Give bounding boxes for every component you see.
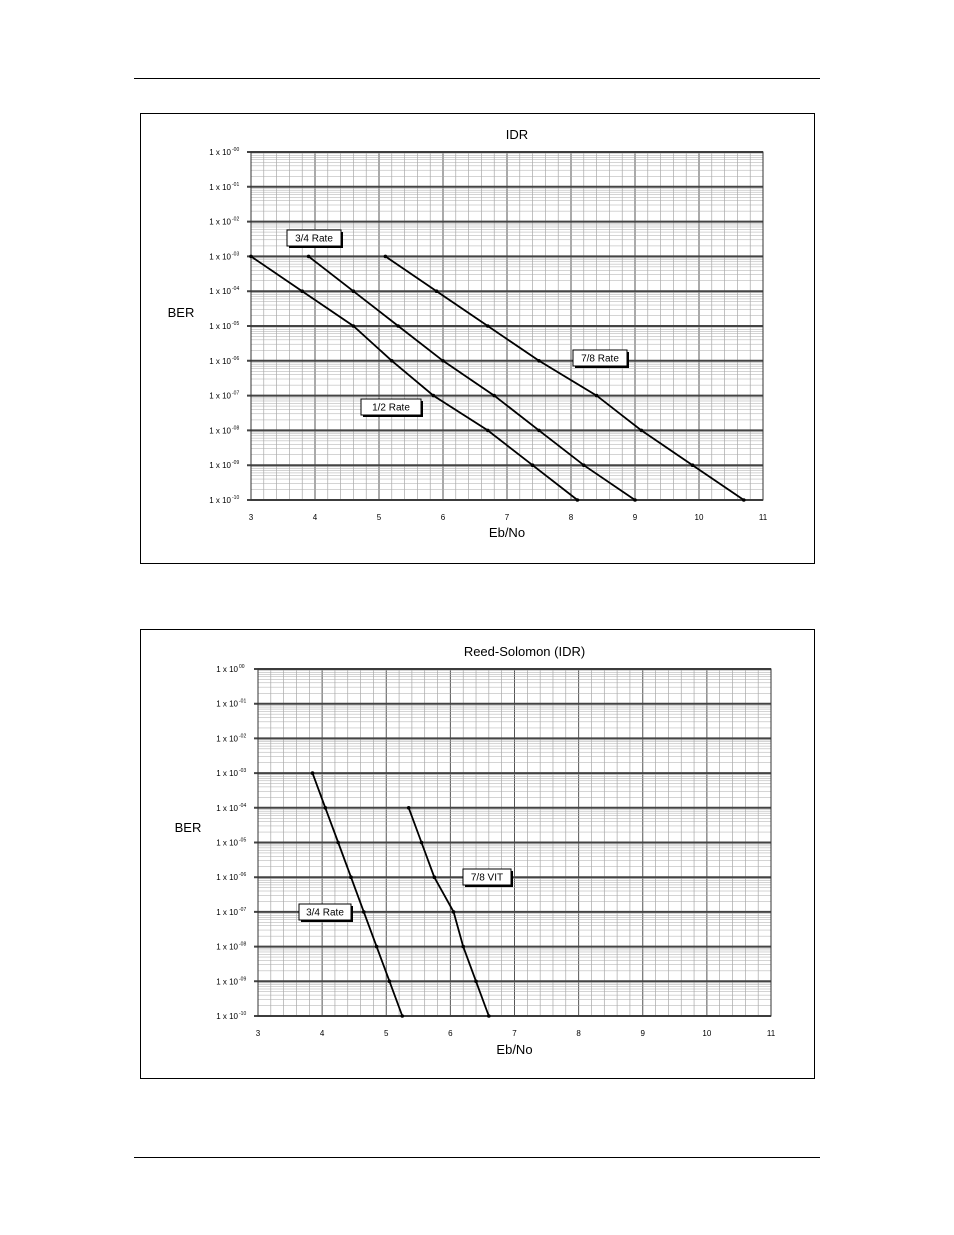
y-tick-exponent: -10 [232, 495, 240, 501]
y-tick-exponent: -09 [239, 976, 247, 983]
idr-chart-panel [140, 113, 815, 564]
x-tick-label: 11 [766, 1029, 776, 1038]
x-tick-label: 3 [255, 1029, 261, 1038]
y-tick-exponent: -06 [239, 872, 247, 879]
y-tick-label: 1 x 10 [209, 426, 231, 436]
y-tick-exponent: -00 [232, 147, 240, 153]
chart-title: IDR [505, 127, 529, 142]
y-tick-exponent: -05 [239, 837, 247, 844]
x-tick-label: 11 [758, 513, 768, 522]
y-tick-exponent: -03 [232, 251, 240, 258]
y-tick-label: 1 x 10 [209, 461, 231, 471]
y-tick-exponent: -06 [232, 355, 240, 362]
y-tick-label: 1 x 10 [216, 769, 238, 779]
data-point [452, 910, 456, 914]
y-axis-label: BER [167, 305, 195, 320]
y-tick-label: 1 x 10 [216, 665, 238, 674]
x-tick-label: 10 [702, 1029, 712, 1038]
data-point [407, 806, 411, 810]
data-point [388, 980, 392, 984]
y-tick-exponent: -04 [232, 286, 240, 293]
x-axis-label: Eb/No [488, 525, 526, 540]
data-point [384, 255, 388, 259]
x-tick-label: 4 [319, 1029, 325, 1038]
y-tick-label: 1 x 10 [216, 942, 238, 952]
chart-title: Reed-Solomon (IDR) [463, 644, 586, 659]
y-tick-label: 1 x 10 [216, 803, 238, 813]
data-point [461, 945, 465, 949]
y-tick-exponent: -01 [232, 181, 240, 188]
y-tick-exponent: -03 [239, 768, 247, 775]
y-tick-label: 1 x 10 [209, 217, 231, 227]
y-tick-exponent: -08 [232, 425, 240, 432]
y-tick-label: 1 x 10 [216, 699, 238, 709]
data-point [537, 429, 541, 433]
y-tick-exponent: -08 [239, 941, 247, 948]
x-tick-label: 6 [440, 513, 446, 522]
data-point [396, 324, 400, 328]
y-tick-exponent: -02 [239, 733, 247, 740]
y-axis-label: BER [174, 820, 202, 835]
x-tick-label: 7 [504, 513, 510, 522]
data-point [362, 910, 366, 914]
y-tick-label: 1 x 10 [216, 907, 238, 917]
y-tick-exponent: -07 [239, 906, 247, 913]
data-point [633, 498, 637, 502]
y-tick-label: 1 x 10 [209, 496, 231, 505]
y-tick-label: 1 x 10 [209, 252, 231, 262]
y-tick-label: 1 x 10 [209, 287, 231, 297]
data-point [742, 498, 746, 502]
data-point [390, 359, 394, 363]
x-tick-label: 3 [248, 513, 254, 522]
data-point [433, 875, 437, 879]
data-point [336, 841, 340, 845]
x-tick-label: 5 [376, 513, 382, 522]
y-tick-exponent: -01 [239, 698, 247, 705]
data-point [537, 359, 541, 363]
x-tick-label: 5 [384, 1029, 389, 1038]
data-point [375, 945, 379, 949]
data-point [400, 1014, 404, 1018]
data-point [441, 359, 445, 363]
data-point [595, 394, 599, 398]
data-point [300, 289, 304, 293]
data-point [420, 841, 424, 845]
y-tick-exponent: -09 [232, 460, 240, 467]
x-tick-label: 9 [632, 513, 638, 522]
footer-rule [134, 1157, 820, 1158]
data-point [349, 875, 353, 879]
y-tick-label: 1 x 10 [209, 182, 231, 192]
series-label: 1/2 Rate [372, 402, 410, 414]
data-point [352, 289, 356, 293]
y-tick-exponent: -10 [239, 1011, 247, 1017]
y-tick-exponent: -02 [232, 216, 240, 223]
y-tick-label: 1 x 10 [216, 1012, 238, 1021]
reed-solomon-chart-panel [140, 629, 815, 1079]
series-label: 7/8 Rate [581, 353, 619, 365]
data-point [324, 806, 328, 810]
reed-solomon-chart [141, 630, 816, 1080]
data-point [352, 324, 356, 328]
data-point [576, 498, 580, 502]
data-point [640, 429, 644, 433]
x-axis-label: Eb/No [496, 1042, 533, 1057]
series-label: 3/4 Rate [295, 233, 333, 245]
y-tick-label: 1 x 10 [216, 873, 238, 883]
y-tick-label: 1 x 10 [209, 391, 231, 401]
y-tick-label: 1 x 10 [209, 322, 231, 331]
data-point [486, 429, 490, 433]
x-tick-label: 4 [312, 513, 318, 522]
data-point [531, 463, 535, 467]
series-label: 3/4 Rate [306, 907, 344, 919]
data-point [249, 255, 253, 259]
x-tick-label: 8 [568, 513, 574, 522]
y-tick-label: 1 x 10 [209, 356, 231, 366]
x-tick-label: 7 [512, 1029, 517, 1038]
data-point [691, 463, 695, 467]
series-label: 7/8 VIT [470, 872, 504, 884]
data-point [492, 394, 496, 398]
data-point [474, 980, 478, 984]
data-point [487, 1014, 491, 1018]
idr-chart [141, 114, 816, 565]
data-point [311, 771, 315, 775]
x-tick-label: 6 [448, 1029, 453, 1038]
x-tick-label: 9 [640, 1029, 645, 1038]
y-tick-label: 1 x 10 [209, 148, 231, 157]
y-tick-exponent: 00 [239, 664, 245, 670]
data-point [486, 324, 490, 328]
y-tick-exponent: -07 [232, 390, 240, 397]
y-tick-label: 1 x 10 [216, 838, 238, 848]
y-tick-exponent: -04 [239, 802, 247, 809]
x-tick-label: 8 [576, 1029, 581, 1038]
y-tick-label: 1 x 10 [216, 734, 238, 744]
data-point [435, 289, 439, 293]
data-point [432, 394, 436, 398]
data-point [307, 255, 311, 259]
y-tick-label: 1 x 10 [216, 977, 238, 987]
data-point [582, 463, 586, 467]
x-tick-label: 10 [694, 513, 704, 522]
header-rule [134, 78, 820, 79]
y-tick-exponent: -05 [232, 321, 240, 327]
